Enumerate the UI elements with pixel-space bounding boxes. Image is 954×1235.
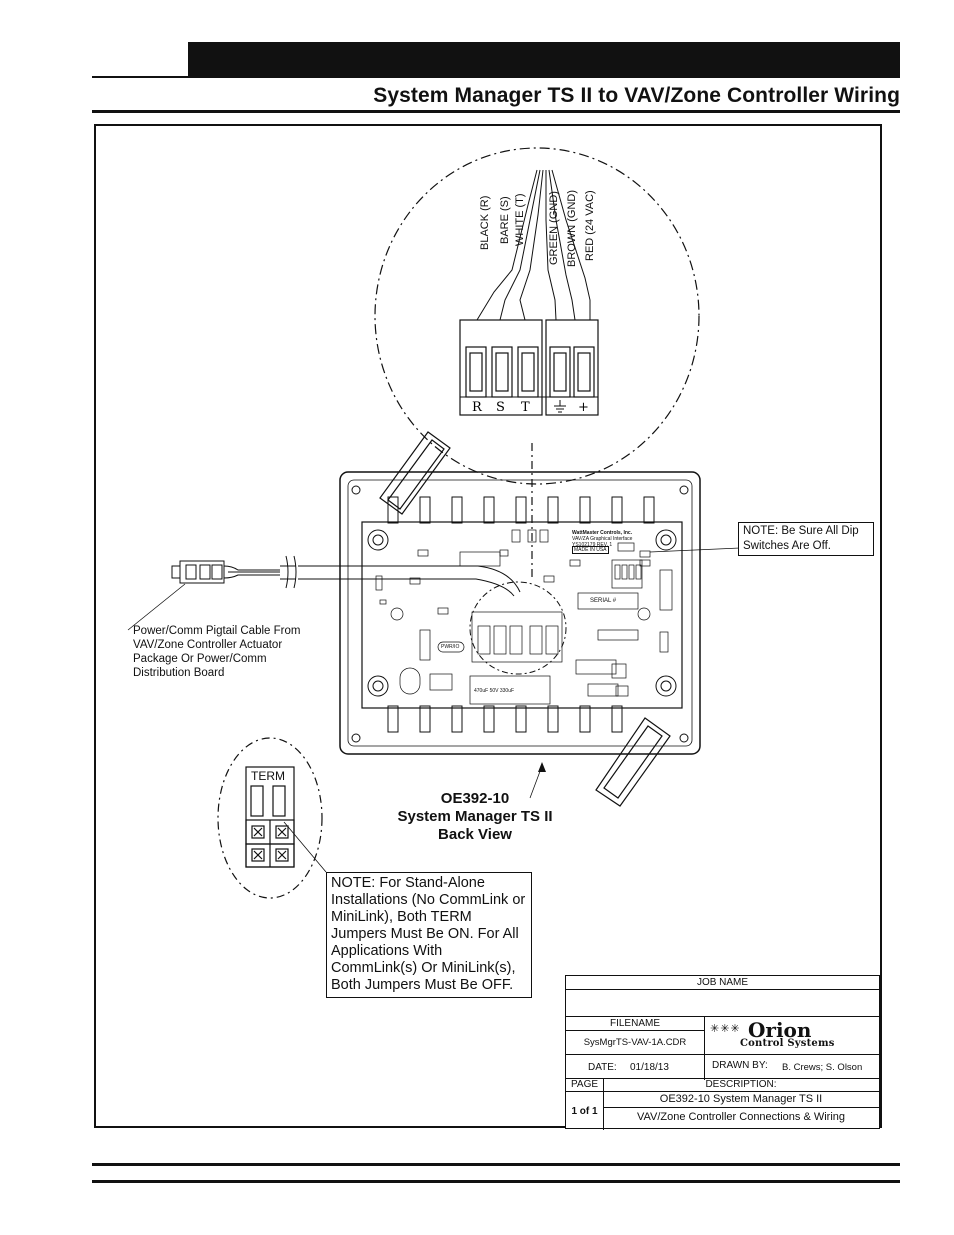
board-product: VAV/ZA Graphical Interface [572, 536, 633, 542]
standalone-note: NOTE: For Stand-Alone Installations (No CommLink or MiniLink), Both TERM Jumpers Must Be ON. For All Applications With CommLink(s) Or MiniLink(s), Both Jumpers Must Be OFF. [326, 872, 532, 998]
mounting-tab-bottom [596, 718, 670, 806]
mounting-tab-top [380, 432, 450, 514]
term-label: TERM [251, 769, 285, 783]
wire-label-green: GREEN (GND) [548, 191, 560, 265]
board-cap: 470uF 50V 330uF [474, 688, 515, 694]
wire-label-bare: BARE (S) [499, 196, 511, 244]
date-label: DATE: [588, 1062, 617, 1073]
terminal-detail-circle [375, 148, 699, 484]
board-made-in: MADE IN USA [574, 547, 607, 553]
device-label [390, 790, 560, 844]
board-serial: SERIAL # [590, 598, 617, 604]
dip-switch-note: NOTE: Be Sure All Dip Switches Are Off. [738, 522, 874, 556]
device-label-line2: System Manager TS II [397, 808, 553, 825]
description-line2: VAV/Zone Controller Connections & Wiring [636, 1111, 846, 1123]
wire-label-white: WHITE (T) [514, 193, 526, 246]
filename-value: SysMgrTS-VAV-1A.CDR [583, 1037, 687, 1048]
page-label: PAGE [570, 1079, 599, 1090]
device-housing [340, 472, 700, 754]
description-label: DESCRIPTION: [705, 1079, 777, 1090]
pigtail-cable [172, 556, 520, 596]
logo-sub: Control Systems [740, 1038, 835, 1049]
title-block [565, 975, 880, 1129]
page-value: 1 of 1 [571, 1106, 598, 1117]
date-value: 01/18/13 [630, 1062, 669, 1073]
terminal-callout-circle [470, 582, 566, 674]
job-name-label: JOB NAME [696, 977, 749, 988]
terminal-plus: + [578, 400, 589, 415]
term-detail-circle [218, 738, 322, 898]
description-line1: OE392-10 System Manager TS II [659, 1093, 823, 1105]
board-power: PWR/IO [441, 644, 460, 650]
terminal-s: S [496, 400, 505, 415]
device-label-line3: Back View [438, 826, 512, 843]
wire-label-brown: BROWN (GND) [566, 190, 578, 267]
logo-name: Orion [748, 1018, 812, 1042]
standalone-leader [284, 822, 326, 872]
wire-label-red: RED (24 VAC) [584, 190, 596, 261]
orion-logo [710, 1018, 870, 1052]
drawn-by-label: DRAWN BY: [712, 1060, 768, 1071]
drawn-by-value: B. Crews; S. Olson [782, 1062, 863, 1073]
terminal-r: R [472, 400, 482, 415]
device-label-line1: OE392-10 [440, 790, 510, 807]
board-part: YS102179 REV. 1 [572, 542, 613, 548]
terminal-t: T [521, 400, 530, 415]
filename-label: FILENAME [609, 1018, 660, 1029]
terminal-block-power [546, 320, 598, 415]
board-maker: WattMaster Controls, Inc. [572, 530, 633, 536]
pigtail-note: Power/Comm Pigtail Cable From VAV/Zone Controller Actuator Package Or Power/Comm Distribution Board [133, 625, 301, 679]
logo-stars: ✳✳✳ [710, 1023, 741, 1035]
page-title: System Manager TS II to VAV/Zone Controller Wiring [373, 84, 900, 107]
pcb-components [376, 530, 672, 704]
wire-label-black: BLACK (R) [479, 195, 491, 250]
